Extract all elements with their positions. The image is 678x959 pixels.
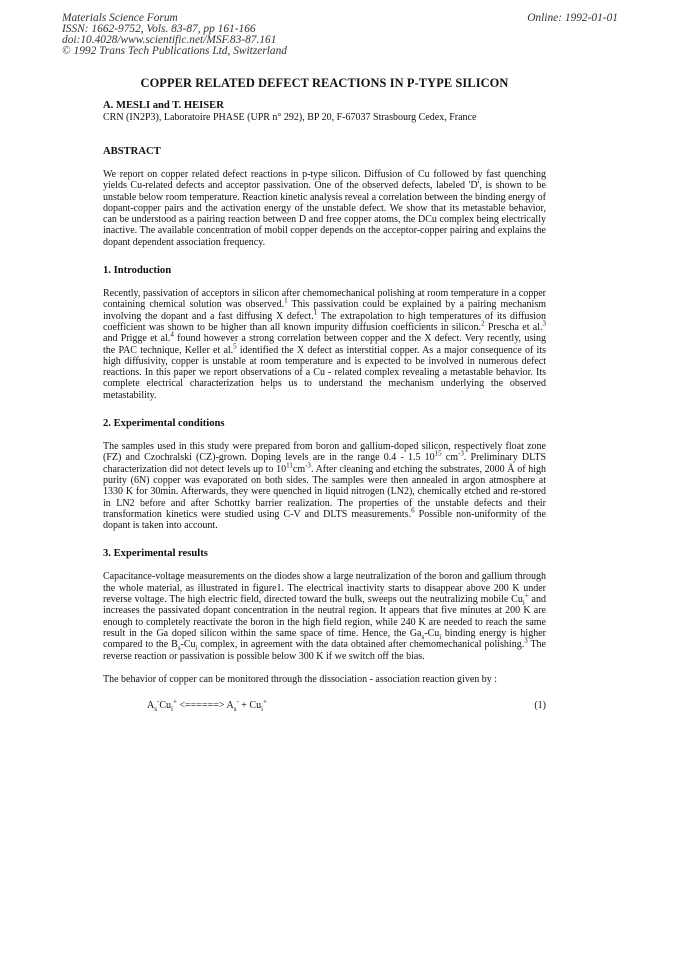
experimental-text: The samples used in this study were prepared from boron and gallium-doped silicon, respectively float zone (FZ) and Czochralski (CZ)-grown. Doping levels are in the range 0.4 - 1.5 $10^{15}$ $cm^{-3}$. Preliminary DLTS characterization did not detect levels up to $10^{11}cm^{-3}$. After cleaning and etching the substrates, 2000 Å of high purity (6N) copper was evaporated on both sides. The samples were then annealed in argon atmosphere at 1330 K for 30min. Afterwards, they were quenched in liquid nitrogen (LN2), chemically etched and re-stored in LN2 before and after Schottky barrier realization. The properties of the unstable defects and their transformation kinetics were studied using C-V and DLTS measurements.$^6$ Possible non-uniformity of the dopant is taken into account. — [103, 441, 547, 532]
results-text: Capacitance-voltage measurements on the diodes show a large neutralization of the boron and gallium through the whole material, as illustrated in figure1. The electrical inactivity starts to disappear above 200 K under reverse voltage. The high electric field, directed toward the bulk, sweeps out the neutralizing mobile $Cu_i^+$ and increases the passivated dopant concentration in the neutral region. It appears that five minutes at 200 K are enough to completely reactivate the boron in the high field region, while 240 K are needed to reach the same result in the Ga doped silicon within the same space of time. Hence, the $Ga_s-Cu_i$ binding energy is higher compared to the $B_s-Cu_i$ complex, in agreement with the data obtained after chemomechanical polishing.$^3$ The reverse reaction or passivation is possible below 300 K if we switch off the bias. — [103, 571, 546, 662]
doi-line: doi:10.4028/www.scientific.net/MSF.83-87.161 — [62, 34, 277, 46]
paper-affiliation: CRN (IN2P3), Laboratoire PHASE (UPR n° 292), BP 20, F-67037 Strasbourg Cedex, France — [103, 112, 477, 123]
copyright-line: © 1992 Trans Tech Publications Ltd, Switzerland — [62, 45, 287, 57]
paper-page — [103, 76, 546, 714]
abstract-heading: ABSTRACT — [103, 146, 161, 157]
equation-1 — [103, 697, 546, 714]
issn-line: ISSN: 1662-9752, Vols. 83-87, pp 161-166 — [62, 23, 256, 35]
introduction-text: Recently, passivation of acceptors in silicon after chemomechanical polishing at room temperature in a copper containing chemical solution was observed.$^1$ This passivation could be explained by a pairing mechanism involving the dopant and a fast diffusing X defect.$^1$ The extrapolation to high temperatures of its diffusion coefficient was shown to be higher than all known impurity diffusion coefficients in silicon.$^2$ Prescha et al.$^3$ and Prigge et al.$^4$ found however a strong correlation between copper and the X defect. Very recently, using the PAC technique, Keller et al.$^5$ identified the X defect as interstitial copper. As a major consequence of its high diffusivity, copper is unstable at room temperature and is expected to be involved in numerous defect reactions. In this paper we report observations of a Cu - related complex revealing a metastable behavior. Its complete electrical characterization helps us to understand the mechanism underlying the observed metastability. — [103, 288, 546, 401]
paper-authors: A. MESLI and T. HEISER — [103, 100, 224, 111]
abstract-text: We report on copper related defect reactions in p-type silicon. Diffusion of Cu followed by fast quenching yields Cu-related defects and acceptor passivation. One of the observed defects, labeled 'D', is shown to be unstable below room temperature. Reaction kinetic analysis reveal a correlation between the binding energy of dopant-copper pairs and the activation energy of the unstable defect. We show that its metastable behavior, can be understood as a pairing reaction between D and free copper atoms, the DCu complex being electrically inactive. The available concentration of mobil copper depends on the acceptor-copper pairing and explains the dopant dependent association frequency. — [103, 169, 546, 248]
equation-expression: $A_s^-Cu_i^+$ <======> $A_s^- + Cu_i^+$ — [147, 697, 267, 713]
experimental-heading: 2. Experimental conditions — [103, 418, 225, 430]
behavior-text: The behavior of copper can be monitored through the dissociation - association reaction given by : — [103, 673, 498, 685]
paper-title: COPPER RELATED DEFECT REACTIONS IN P-TYPE SILICON — [140, 76, 509, 90]
journal-header — [62, 13, 618, 57]
online-date: Online: 1992-01-01 — [527, 12, 618, 24]
journal-name: Materials Science Forum — [62, 12, 178, 24]
equation-number: (1) — [534, 699, 546, 711]
introduction-heading: 1. Introduction — [103, 265, 172, 277]
results-heading: 3. Experimental results — [103, 548, 208, 560]
